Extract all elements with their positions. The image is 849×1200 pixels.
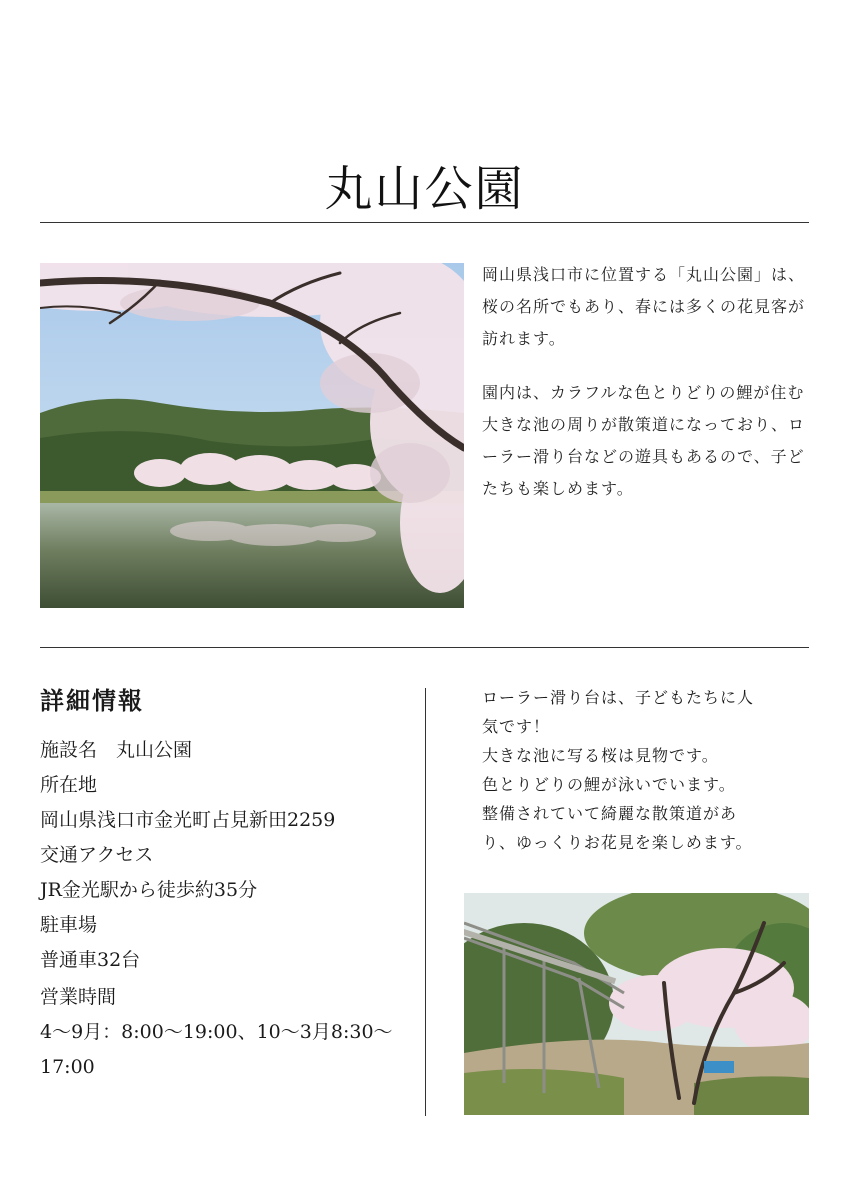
details-heading: 詳細情報 bbox=[40, 686, 144, 715]
roller-slide-photo bbox=[464, 893, 809, 1115]
caption-line: 整備されていて綺麗な散策道があ bbox=[482, 804, 738, 823]
parking-label: 駐車場 bbox=[40, 914, 98, 936]
caption-line: 大きな池に写る桜は見物です。 bbox=[482, 746, 719, 765]
intro-paragraph-2: 園内は、カラフルな色とりどりの鯉が住む大きな池の周りが散策道になっており、ローラー滑り台などの遊具もあるので、子どたちも楽しめます。 bbox=[482, 383, 806, 498]
hours-value-line2: 17:00 bbox=[40, 1056, 95, 1078]
facility-line: 施設名 丸山公園 bbox=[40, 739, 193, 761]
location-value: 岡山県浅口市金光町占見新田2259 bbox=[40, 809, 336, 831]
caption-line: 気です！ bbox=[482, 717, 551, 736]
hours-label: 営業時間 bbox=[40, 986, 117, 1008]
parking-value: 普通車32台 bbox=[40, 949, 141, 971]
title-divider bbox=[40, 222, 809, 223]
caption-line: 色とりどりの鯉が泳いでいます。 bbox=[482, 775, 736, 794]
section-divider bbox=[40, 647, 809, 648]
location-label: 所在地 bbox=[40, 774, 98, 796]
access-value: JR金光駅から徒歩約35分 bbox=[40, 879, 258, 901]
cherry-blossom-pond-photo bbox=[40, 263, 464, 608]
photo-caption bbox=[482, 683, 782, 857]
caption-line: り、ゆっくりお花見を楽しめます。 bbox=[482, 833, 753, 852]
hours-value-line1: 4～9月：8:00～19:00、10～3月8:30～ bbox=[40, 1021, 393, 1043]
page-title: 丸山公園 bbox=[324, 161, 525, 217]
intro-paragraph-1: 岡山県浅口市に位置する「丸山公園」は、桜の名所でもあり、春には多くの花見客が訪れます。 bbox=[482, 265, 806, 348]
column-divider bbox=[425, 688, 426, 1116]
caption-line: ローラー滑り台は、子どもたちに人 bbox=[482, 688, 755, 707]
access-label: 交通アクセス bbox=[40, 844, 154, 866]
